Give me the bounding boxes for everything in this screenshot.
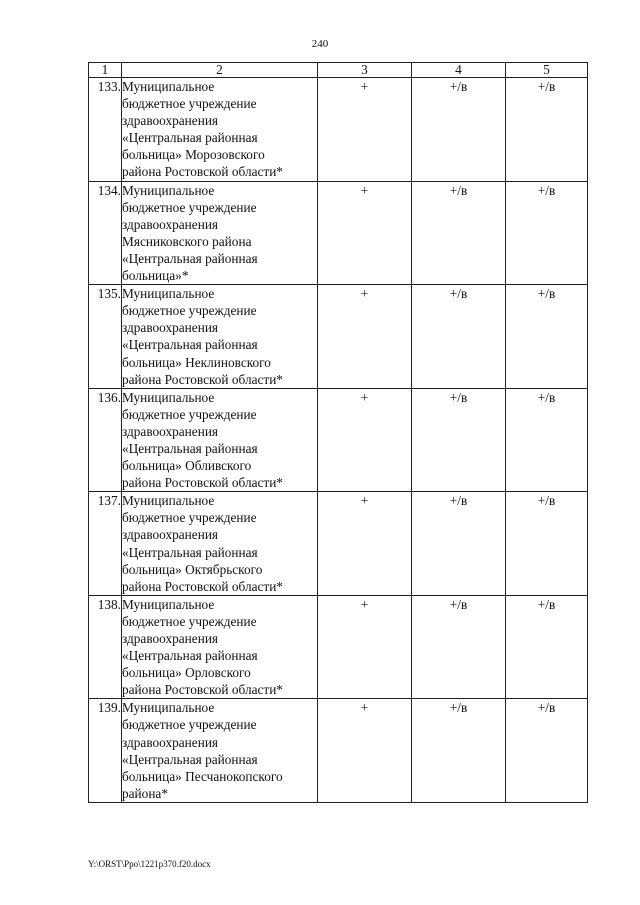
table-row [89,492,588,596]
col-3-mark: + [318,388,412,492]
col-3-mark: + [318,595,412,699]
col-4-mark: +/в [412,78,506,182]
col-5-mark: +/в [506,285,588,389]
col-5-mark: +/в [506,492,588,596]
col-3-mark: + [318,492,412,596]
col-4-mark: +/в [412,699,506,803]
col-3-mark: + [318,285,412,389]
institution-name: Муниципальное бюджетное учреждение здравоохранения «Центральная районная больница» Октябрьского района Ростовской области* [122,492,318,596]
col-5-mark: +/в [506,388,588,492]
header-col-3: 3 [318,63,412,78]
header-col-4: 4 [412,63,506,78]
header-col-2: 2 [122,63,318,78]
row-number: 139. [89,699,122,803]
table-row [89,388,588,492]
institution-name: Муниципальное бюджетное учреждение здравоохранения «Центральная районная больница» Обливского района Ростовской области* [122,388,318,492]
row-number: 133. [89,78,122,182]
document-file-path: Y:\ORST\Ppo\1221p370.f20.docx [88,859,211,869]
col-3-mark: + [318,181,412,285]
table-row [89,595,588,699]
col-4-mark: +/в [412,181,506,285]
col-5-mark: +/в [506,699,588,803]
institution-name: Муниципальное бюджетное учреждение здравоохранения «Центральная районная больница» Морозовского района Ростовской области* [122,78,318,182]
page-number: 240 [311,38,329,50]
institution-name: Муниципальное бюджетное учреждение здравоохранения «Центральная районная больница» Песчанокопского района* [122,699,318,803]
institution-name: Муниципальное бюджетное учреждение здравоохранения Мясниковского района «Центральная районная больница»* [122,181,318,285]
table-row [89,699,588,803]
institutions-table [88,62,588,803]
col-4-mark: +/в [412,388,506,492]
table-row [89,78,588,182]
header-col-1: 1 [89,63,122,78]
col-4-mark: +/в [412,492,506,596]
table-row [89,181,588,285]
institution-name: Муниципальное бюджетное учреждение здравоохранения «Центральная районная больница» Орловского района Ростовской области* [122,595,318,699]
col-5-mark: +/в [506,78,588,182]
col-3-mark: + [318,699,412,803]
row-number: 138. [89,595,122,699]
table-row [89,285,588,389]
col-4-mark: +/в [412,595,506,699]
row-number: 137. [89,492,122,596]
row-number: 135. [89,285,122,389]
col-5-mark: +/в [506,181,588,285]
col-4-mark: +/в [412,285,506,389]
table-header-row [89,63,588,78]
row-number: 136. [89,388,122,492]
col-5-mark: +/в [506,595,588,699]
header-col-5: 5 [506,63,588,78]
institution-name: Муниципальное бюджетное учреждение здравоохранения «Центральная районная больница» Неклиновского района Ростовской области* [122,285,318,389]
row-number: 134. [89,181,122,285]
col-3-mark: + [318,78,412,182]
